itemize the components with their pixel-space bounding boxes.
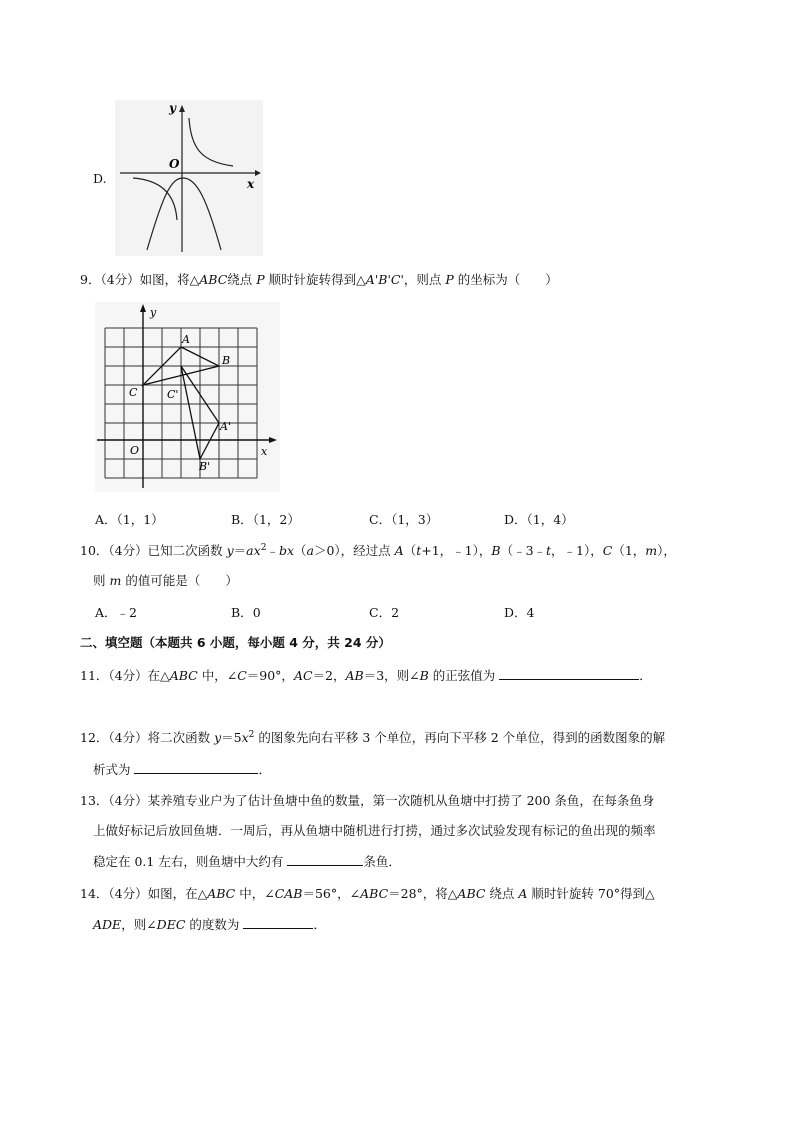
point-a-prime-label: A' [220, 420, 231, 433]
q13-stem-line1: 13．（4分）某养殖专业户为了估计鱼塘中鱼的数量，第一次随机从鱼塘中打捞了 200 条鱼，在每条鱼身 [80, 793, 655, 808]
q13-stem-line3: 稳定在 0.1 左右，则鱼塘中大约有 条鱼． [93, 854, 401, 869]
q12-stem-line2: 析式为 ． [93, 762, 271, 777]
point-b-label: B [222, 354, 231, 367]
point-b-prime-label: B' [199, 460, 211, 473]
q9-grid-figure [95, 302, 280, 492]
q8-option-d-graph [115, 100, 263, 256]
section-title: 二、填空题（本题共 6 小题，每小题 4 分，共 24 分） [80, 635, 391, 650]
q11-stem: 11．（4分）在△ABC 中，∠C＝90°，AC＝2，AB＝3，则∠B 的正弦值为 ． [80, 668, 652, 683]
origin-label: O [169, 157, 180, 171]
x-axis-label: x [261, 445, 268, 458]
q12-stem-line1: 12．（4分）将二次函数 $y=5x^2$ 的图象先向右平移 3 个单位，再向下平移 2 个单位，得到的函数图象的解 [80, 729, 666, 745]
q9-option-d[interactable]: D．（1，4） [504, 512, 574, 527]
point-c-label: C [129, 386, 138, 399]
q14-answer-blank[interactable] [243, 916, 313, 929]
q9-stem: 9．（4分）如图，将△ABC绕点 P 顺时针旋转得到△A'B'C'，则点 P 的坐标为（ ） [80, 272, 558, 287]
q13-answer-blank[interactable] [287, 853, 363, 866]
q13-stem-line2: 上做好标记后放回鱼塘．一周后，再从鱼塘中随机进行打捞，通过多次试验发现有标记的鱼出现的频率 [93, 823, 656, 838]
y-axis-label: y [169, 101, 176, 115]
q12-answer-blank[interactable] [134, 761, 258, 774]
q9-option-c[interactable]: C．（1，3） [369, 512, 439, 527]
origin-label: O [130, 444, 140, 457]
q14-stem-line1: 14．（4分）如图，在△ABC 中，∠CAB＝56°，∠ABC＝28°，将△ABC 绕点 A 顺时针旋转 70°得到△ [80, 886, 655, 901]
q10-stem-line2: 则 m 的值可能是（ ） [93, 573, 238, 588]
q11-answer-blank[interactable] [499, 667, 639, 680]
q10-option-b[interactable]: B．0 [231, 605, 261, 620]
q9-option-a[interactable]: A．（1，1） [95, 512, 164, 527]
y-axis-label: y [150, 306, 157, 319]
point-c-prime-label: C' [167, 388, 179, 401]
q10-option-a[interactable]: A．﹣2 [95, 605, 137, 620]
q10-option-d[interactable]: D．4 [504, 605, 535, 620]
point-a-label: A [182, 333, 190, 346]
q9-option-b[interactable]: B．（1，2） [231, 512, 300, 527]
q14-stem-line2: ADE，则∠DEC 的度数为 ． [93, 917, 326, 932]
x-axis-label: x [247, 177, 255, 191]
q8-option-d-label: D. [93, 171, 107, 186]
q10-stem-line1: 10．（4分）已知二次函数 $y=ax^2﹣bx(a>0)$，经过点 A（t+1，﹣1），B（﹣3﹣t，﹣1），C（1，m）， [80, 542, 676, 558]
q10-option-c[interactable]: C．2 [369, 605, 400, 620]
